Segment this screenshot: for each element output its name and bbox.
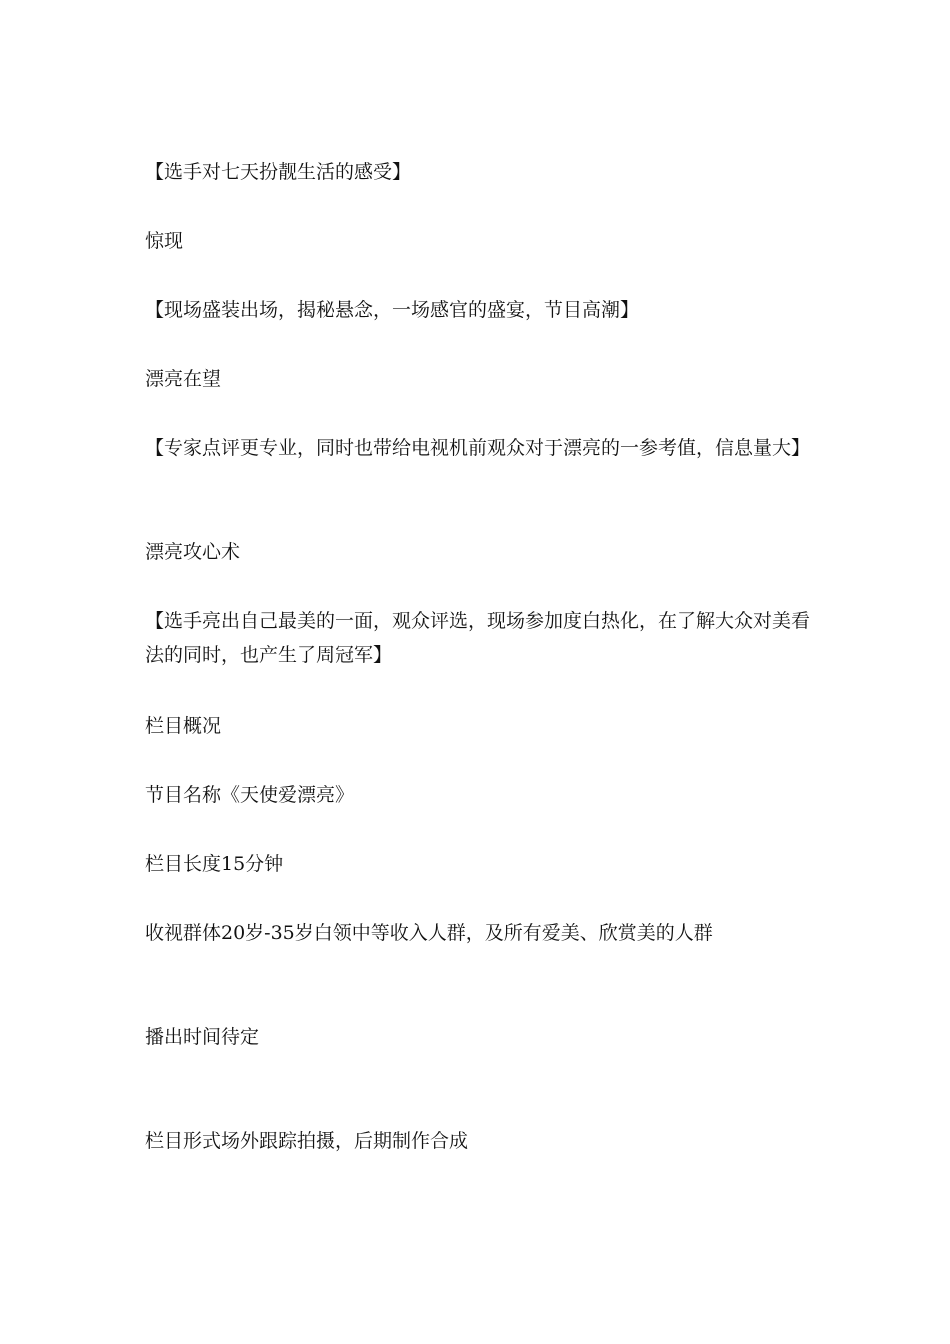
paragraph-heading-surprise: 惊现 <box>145 230 184 252</box>
paragraph-airtime: 播出时间待定 <box>145 1026 260 1048</box>
paragraph-heading-overview: 栏目概况 <box>145 715 222 737</box>
paragraph-program-name: 节目名称《天使爱漂亮》 <box>145 784 355 806</box>
paragraph-target-audience: 收视群体20岁-35岁白领中等收入人群，及所有爱美、欣赏美的人群 <box>145 922 713 944</box>
paragraph-program-length: 栏目长度15分钟 <box>145 853 284 875</box>
paragraph-audience-vote: 【选手亮出自己最美的一面，观众评选，现场参加度白热化，在了解大众对美看法的同时，也产生了周冠军】 <box>145 610 811 666</box>
paragraph-live-show: 【现场盛装出场，揭秘悬念，一场感官的盛宴，节目高潮】 <box>145 299 640 321</box>
paragraph-heading-beauty-in-sight: 漂亮在望 <box>145 368 222 390</box>
paragraph-expert-review: 【专家点评更专业，同时也带给电视机前观众对于漂亮的一参考值，信息量大】 <box>145 437 811 459</box>
paragraph-heading-beauty-tactics: 漂亮攻心术 <box>145 541 241 563</box>
paragraph-program-format: 栏目形式场外跟踪拍摄，后期制作合成 <box>145 1130 469 1152</box>
paragraph-contestant-feelings: 【选手对七天扮靓生活的感受】 <box>145 161 412 183</box>
